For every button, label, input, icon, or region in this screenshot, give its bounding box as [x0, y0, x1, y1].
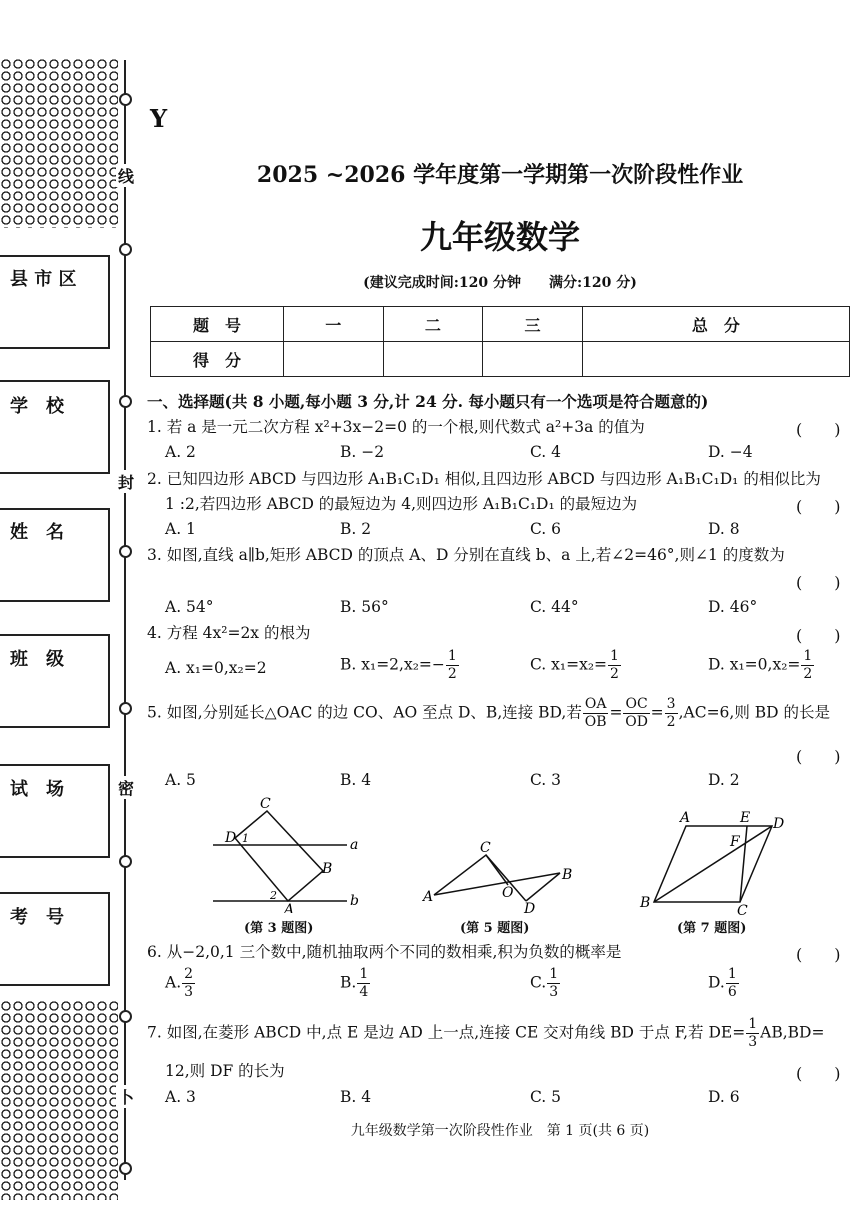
q2-option-d: D. 8	[708, 520, 740, 538]
label-d: D	[524, 901, 536, 915]
binding-circle	[119, 93, 132, 106]
answer-paren: ( )	[796, 945, 841, 964]
q4-stem: 4. 方程 4x²=2x 的根为	[147, 624, 311, 642]
segment-bd	[526, 873, 560, 901]
score-cell: 题 号	[151, 307, 284, 342]
denominator: 2	[666, 714, 676, 730]
label-d: D	[773, 816, 785, 832]
q2-stem-line1: 2. 已知四边形 ABCD 与四边形 A₁B₁C₁D₁ 相似,且四边形 ABCD 与四边形 A₁B₁C₁D₁ 的相似比为	[147, 470, 821, 488]
denominator: OD	[625, 714, 648, 730]
option-letter: A.	[165, 973, 182, 992]
binding-char-xian: 线	[116, 164, 136, 187]
score-cell: 得 分	[151, 342, 284, 377]
exam-info: (建议完成时间:120 分钟 满分:120 分)	[363, 275, 637, 291]
label-o: O	[502, 885, 514, 901]
label-b-line: b	[350, 893, 359, 909]
denominator: 2	[447, 666, 457, 682]
q6-option-a	[165, 966, 196, 1001]
label-angle-2: 2	[270, 889, 277, 902]
numerator: 3	[666, 696, 676, 712]
q3-option-d: D. 46°	[708, 598, 758, 616]
score-cell: 三	[483, 307, 583, 342]
segment-ab	[434, 873, 560, 895]
q3-option-c: C. 44°	[530, 598, 579, 616]
answer-paren: ( )	[796, 573, 841, 592]
label-angle-1: 1	[242, 832, 249, 845]
fraction	[547, 966, 560, 1001]
label-c: C	[260, 796, 271, 812]
fraction	[446, 648, 459, 683]
q4-option-c	[530, 648, 622, 683]
figure-caption-q7: (第 7 题图)	[677, 921, 747, 936]
q6-option-b	[340, 966, 371, 1001]
field-exam-number-label: 考 号	[10, 907, 64, 928]
q5-option-d: D. 2	[708, 771, 740, 789]
dot-pattern-top	[0, 58, 118, 228]
fraction	[623, 696, 649, 731]
binding-circle	[119, 855, 132, 868]
field-name-label: 姓 名	[10, 522, 64, 543]
denominator: OB	[584, 714, 607, 730]
q2-option-c: C. 6	[530, 520, 562, 538]
label-c: C	[480, 840, 491, 856]
fraction	[583, 696, 609, 731]
answer-paren: ( )	[796, 1064, 841, 1083]
binding-circle	[119, 1162, 132, 1175]
q7-stem-post: AB,BD=	[760, 1023, 825, 1042]
score-cell-empty[interactable]	[383, 342, 483, 377]
answer-paren: ( )	[796, 626, 841, 645]
q4-option-d-text: D. x₁=0,x₂=	[708, 655, 801, 674]
denominator: 3	[748, 1034, 758, 1050]
figure-caption-q5: (第 5 题图)	[460, 921, 530, 936]
label-d: D	[225, 830, 237, 846]
subject-title: 九年级数学	[419, 218, 580, 256]
label-b-point: B	[322, 861, 333, 877]
q1-option-c: C. 4	[530, 443, 562, 461]
field-school-label: 学 校	[10, 396, 64, 417]
denominator: 3	[549, 984, 559, 1000]
exam-title: 2025 ~2026 学年度第一学期第一次阶段性作业	[256, 162, 744, 188]
label-e: E	[740, 810, 751, 826]
answer-paren: ( )	[796, 420, 841, 439]
page-footer: 九年级数学第一次阶段性作业 第 1 页(共 6 页)	[350, 1123, 650, 1139]
q5-option-b: B. 4	[340, 771, 372, 789]
equals: =	[609, 703, 623, 722]
diagonal-bd	[654, 826, 772, 902]
field-county-label: 县 市 区	[10, 269, 77, 290]
q5-stem-pre: 5. 如图,分别延长△OAC 的边 CO、AO 至点 D、B,连接 BD,若	[147, 703, 582, 722]
q6-option-d	[708, 966, 740, 1001]
q6-option-c	[530, 966, 561, 1001]
score-table-row	[151, 342, 850, 377]
q7-stem	[147, 1016, 824, 1051]
q2-option-a: A. 1	[165, 520, 196, 538]
option-letter: D.	[708, 973, 725, 992]
q2-stem-line2: 1 :2,若四边形 ABCD 的最短边为 4,则四边形 A₁B₁C₁D₁ 的最短边为	[165, 495, 638, 513]
q7-stem-line2: 12,则 DF 的长为	[165, 1062, 285, 1080]
denominator: 2	[610, 666, 619, 682]
denominator: 2	[803, 666, 813, 682]
fraction	[608, 648, 621, 683]
numerator: 1	[549, 966, 559, 982]
binding-circle	[119, 395, 132, 408]
label-b: B	[640, 895, 651, 911]
figure-q3	[205, 793, 365, 913]
q5-option-c: C. 3	[530, 771, 562, 789]
q1-option-b: B. −2	[340, 443, 385, 461]
figure-caption-q3: (第 3 题图)	[244, 921, 314, 936]
field-exam-room-label: 试 场	[10, 779, 64, 800]
answer-paren: ( )	[796, 497, 841, 516]
q1-option-a: A. 2	[165, 443, 196, 461]
q6-stem: 6. 从−2,0,1 三个数中,随机抽取两个不同的数相乘,积为负数的概率是	[147, 943, 622, 961]
score-cell-empty[interactable]	[582, 342, 849, 377]
q4-option-a: A. x₁=0,x₂=2	[165, 659, 267, 677]
q5-stem-post: ,AC=6,则 BD 的长是	[678, 703, 831, 722]
option-letter: C.	[530, 973, 547, 992]
fraction	[182, 966, 195, 1001]
q4-option-b-text: B. x₁=2,x₂=−	[340, 655, 445, 674]
rectangle-abcd	[235, 811, 323, 901]
numerator: 1	[359, 966, 369, 982]
q7-option-d: D. 6	[708, 1088, 740, 1106]
q1-stem: 1. 若 a 是一元二次方程 x²+3x−2=0 的一个根,则代数式 a²+3a 的值为	[147, 418, 645, 436]
answer-paren: ( )	[796, 747, 841, 766]
label-a-line: a	[350, 837, 359, 853]
binding-char-bu: 卜	[116, 1085, 136, 1108]
field-class-label: 班 级	[10, 649, 64, 670]
denominator: 6	[727, 984, 737, 1000]
equals: =	[650, 703, 664, 722]
binding-circle	[119, 702, 132, 715]
numerator: 1	[610, 648, 619, 664]
q5-stem	[147, 696, 830, 731]
q7-stem-pre: 7. 如图,在菱形 ABCD 中,点 E 是边 AD 上一点,连接 CE 交对角线 BD 于点 F,若 DE=	[147, 1023, 746, 1042]
figure-q5	[420, 835, 580, 915]
score-table-row	[151, 307, 850, 342]
dot-pattern-bottom	[0, 1000, 118, 1200]
binding-char-mi: 密	[116, 776, 136, 799]
score-table	[150, 306, 850, 377]
label-b: B	[562, 867, 573, 883]
denominator: 4	[359, 984, 369, 1000]
label-a: A	[423, 889, 434, 905]
label-c: C	[737, 903, 748, 916]
fraction	[746, 1016, 759, 1051]
corner-mark: Y	[150, 104, 168, 133]
score-cell-empty[interactable]	[483, 342, 583, 377]
fraction	[357, 966, 370, 1001]
fraction	[801, 648, 814, 683]
numerator: 1	[727, 966, 737, 982]
numerator: 1	[803, 648, 813, 664]
q7-option-c: C. 5	[530, 1088, 562, 1106]
q1-option-d: D. −4	[708, 443, 753, 461]
q4-option-b	[340, 648, 460, 683]
q3-option-b: B. 56°	[340, 598, 389, 616]
q3-option-a: A. 54°	[165, 598, 214, 616]
figure-q7	[636, 806, 791, 916]
score-cell: 一	[284, 307, 384, 342]
section-heading: 一、选择题(共 8 小题,每小题 3 分,计 24 分. 每小题只有一个选项是符合题意的)	[147, 392, 709, 411]
q3-stem: 3. 如图,直线 a∥b,矩形 ABCD 的顶点 A、D 分别在直线 b、a 上,若∠2=46°,则∠1 的度数为	[147, 546, 785, 564]
numerator: 1	[447, 648, 457, 664]
q2-option-b: B. 2	[340, 520, 372, 538]
segment-ce	[740, 826, 747, 902]
label-a-point: A	[284, 902, 295, 913]
q5-option-a: A. 5	[165, 771, 196, 789]
numerator: OA	[584, 696, 607, 712]
binding-char-feng: 封	[116, 470, 136, 493]
fraction	[726, 966, 739, 1001]
numerator: 2	[184, 966, 194, 982]
binding-circle	[119, 1010, 132, 1023]
q4-option-d	[708, 648, 815, 683]
numerator: OC	[625, 696, 648, 712]
q7-option-b: B. 4	[340, 1088, 372, 1106]
q7-option-a: A. 3	[165, 1088, 196, 1106]
label-f: F	[730, 834, 740, 850]
option-letter: B.	[340, 973, 357, 992]
binding-circle	[119, 243, 132, 256]
binding-circle	[119, 545, 132, 558]
label-a: A	[680, 810, 691, 826]
score-cell: 二	[383, 307, 483, 342]
q4-option-c-text: C. x₁=x₂=	[530, 655, 608, 674]
score-cell: 总 分	[582, 307, 849, 342]
fraction	[665, 696, 678, 731]
numerator: 1	[748, 1016, 758, 1032]
denominator: 3	[184, 984, 194, 1000]
score-cell-empty[interactable]	[284, 342, 384, 377]
